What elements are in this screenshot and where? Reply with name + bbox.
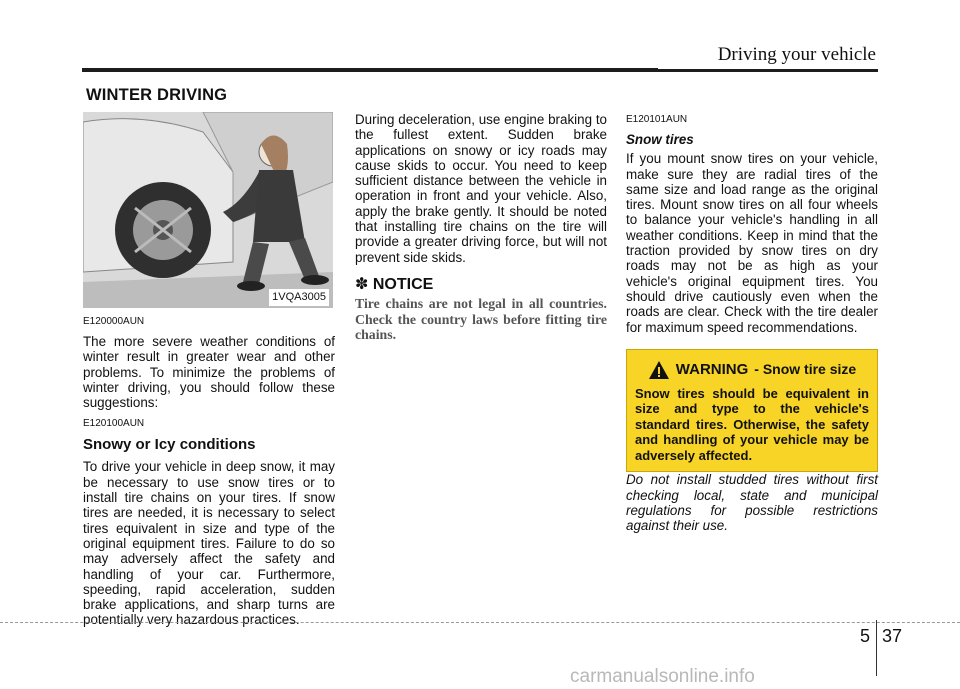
figure-code: 1VQA3005 [269, 289, 329, 306]
page-number: 37 [882, 626, 903, 646]
column-middle [355, 112, 607, 343]
section-number: 5 [860, 626, 871, 646]
warning-label: WARNING [675, 361, 749, 379]
warning-triangle-icon [648, 360, 670, 380]
notice-label: NOTICE [372, 275, 434, 293]
watermark[interactable]: carmanualsonline.info [570, 666, 755, 687]
subheading-snowy-icy: Snowy or Icy conditions [83, 436, 256, 454]
footer-rule [0, 622, 960, 623]
subheading-snow-tires: Snow tires [626, 132, 694, 147]
intro-paragraph: The more severe weather conditions of winter result in greater wear and other problems. To minimize the problems of winter driving, you should follow these suggestions: [83, 334, 335, 411]
page-number-divider [876, 620, 877, 676]
tire-chain-illustration [83, 112, 333, 308]
studded-tires-note: Do not install studded tires without first checking local, state and municipal regulations for possible restrictions against their use. [626, 472, 878, 534]
header-rule [82, 68, 658, 72]
deceleration-paragraph: During deceleration, use engine braking to the fullest extent. Sudden brake applications on snowy or icy roads may cause skids to occur. You need to keep sufficient distance between the vehicle in operation in front and your vehicle. Also, apply the brake gently. It should be noted that installing tire chains on the tire will provide a greater driving force, but will not prevent side skids. [355, 112, 607, 265]
warning-text: Snow tires should be equivalent in size and type to the vehicle's standard tires. Otherwise, the safety and handling of your vehicle may be adversely affected. [635, 385, 869, 463]
header-title: Driving your vehicle [717, 44, 876, 65]
notice-heading [355, 277, 607, 292]
section-code: E120101AUN [626, 114, 688, 125]
section-code: E120100AUN [83, 418, 145, 430]
notice-symbol-icon: ✽ [355, 275, 369, 293]
column-right [626, 112, 878, 540]
section-title: WINTER DRIVING [86, 86, 228, 104]
notice-text: Tire chains are not legal in all countries. Check the country laws before fitting tire chains. [355, 296, 607, 343]
column-left [83, 112, 335, 634]
warning-subtitle: - Snow tire size [754, 361, 857, 378]
header-rule-right [658, 69, 878, 72]
snow-tires-paragraph: If you mount snow tires on your vehicle, make sure they are radial tires of the same size and load range as the original tires. Mount snow tires on all four wheels to balance your vehicle's handling in all weather conditions. Keep in mind that the traction provided by snow tires on dry roads may not be as high as your vehicle's original equipment tires. You should drive cautiously even when the roads are clear. Check with the tire dealer for maximum speed recommendations. [626, 151, 878, 335]
section-code: E120000AUN [83, 316, 145, 327]
snowy-icy-paragraph: To drive your vehicle in deep snow, it may be necessary to use snow tires or to install tire chains on your tires. If snow tires are needed, it is necessary to select tires equivalent in size and type of the original equipment tires. Failure to do so may adversely affect the safety and handling of your car. Furthermore, speeding, rapid acceleration, sudden brake applications, and sharp turns are potentially very hazardous practices. [83, 459, 335, 628]
figure-snow-tire-illustration [83, 112, 333, 308]
warning-heading [635, 360, 869, 380]
warning-box [626, 349, 878, 473]
